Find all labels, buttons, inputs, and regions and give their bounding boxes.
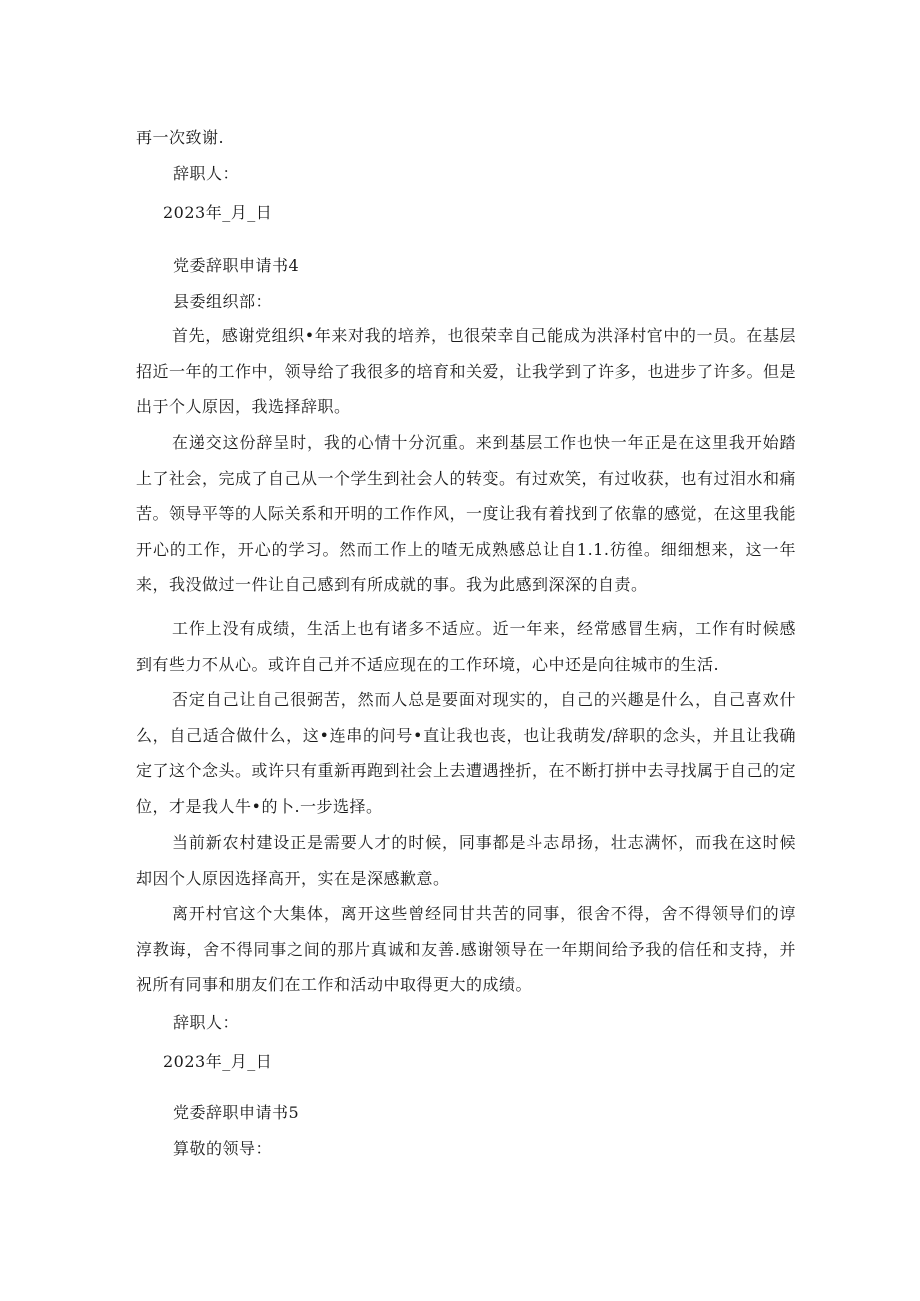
letter-title: 党委辞职申请书4: [173, 256, 300, 275]
signer-label: 辞职人：: [173, 1013, 240, 1032]
signature-date: 2023年_月_日: [163, 1052, 273, 1071]
letter-salutation: 县委组织部：: [173, 292, 273, 311]
closing-thanks: 再一次致谢.: [136, 128, 225, 147]
letter-paragraph: 首先，感谢党组织•年来对我的培养，也很荣幸自己能成为洪泽村官中的一员。在基层招近一年的工作中，领导给了我很多的培育和关爱，让我学到了许多，也进步了许多。但是出于个人原因，我选择辞职。: [136, 326, 797, 416]
letter-paragraph: 在递交这份辞呈时，我的心情十分沉重。来到基层工作也快一年正是在这里我开始踏上了社会，完成了自己从一个学生到社会人的转变。有过欢笑，有过收获，也有过泪水和痛苦。领导平等的人际关系和开明的工作作风，一度让我有着找到了依靠的感觉，在这里我能开心的工作，开心的学习。然而工作上的喳无成熟感总让自1.1.彷徨。细细想来，这一年来，我没做过一件让自己感到有所成就的事。我为此感到深深的自责。: [136, 433, 797, 594]
letter-title: 党委辞职申请书5: [173, 1103, 300, 1122]
signer-label: 辞职人：: [173, 164, 240, 183]
signature-date: 2023年_月_日: [163, 203, 273, 222]
letter-paragraph: 工作上没有成绩，生活上也有诸多不适应。近一年来，经常感冒生病，工作有时候感到有些力不从心。或许自己并不适应现在的工作环境，心中还是向往城市的生活.: [136, 619, 796, 674]
letter-paragraph: 否定自己让自己很弼苦，然而人总是要面对现实的，自己的兴趣是什么，自己喜欢什么，自己适合做什么，这•连串的问号•直让我也丧，也让我萌发/辞职的念头，并且让我确定了这个念头。或许只有重新再跑到社会上去遭遇挫折，在不断打拼中去寻找属于自己的定位，才是我人牛•的卜.一步选择。: [136, 690, 797, 816]
letter-paragraph: 离开村官这个大集体，离开这些曾经同甘共苦的同事，很舍不得，舍不得领导们的谆淳教诲，舍不得同事之间的那片真诚和友善.感谢领导在一年期间给予我的信任和支持，并祝所有同事和朋友们在工作和活动中取得更大的成绩。: [136, 904, 796, 994]
letter-salutation: 算敬的领导：: [173, 1139, 273, 1158]
letter-paragraph: 当前新农村建设正是需要人才的时候，同事都是斗志昂扬，壮志满怀，而我在这时候却因个人原因选择高开，实在是深感歉意。: [136, 833, 796, 888]
